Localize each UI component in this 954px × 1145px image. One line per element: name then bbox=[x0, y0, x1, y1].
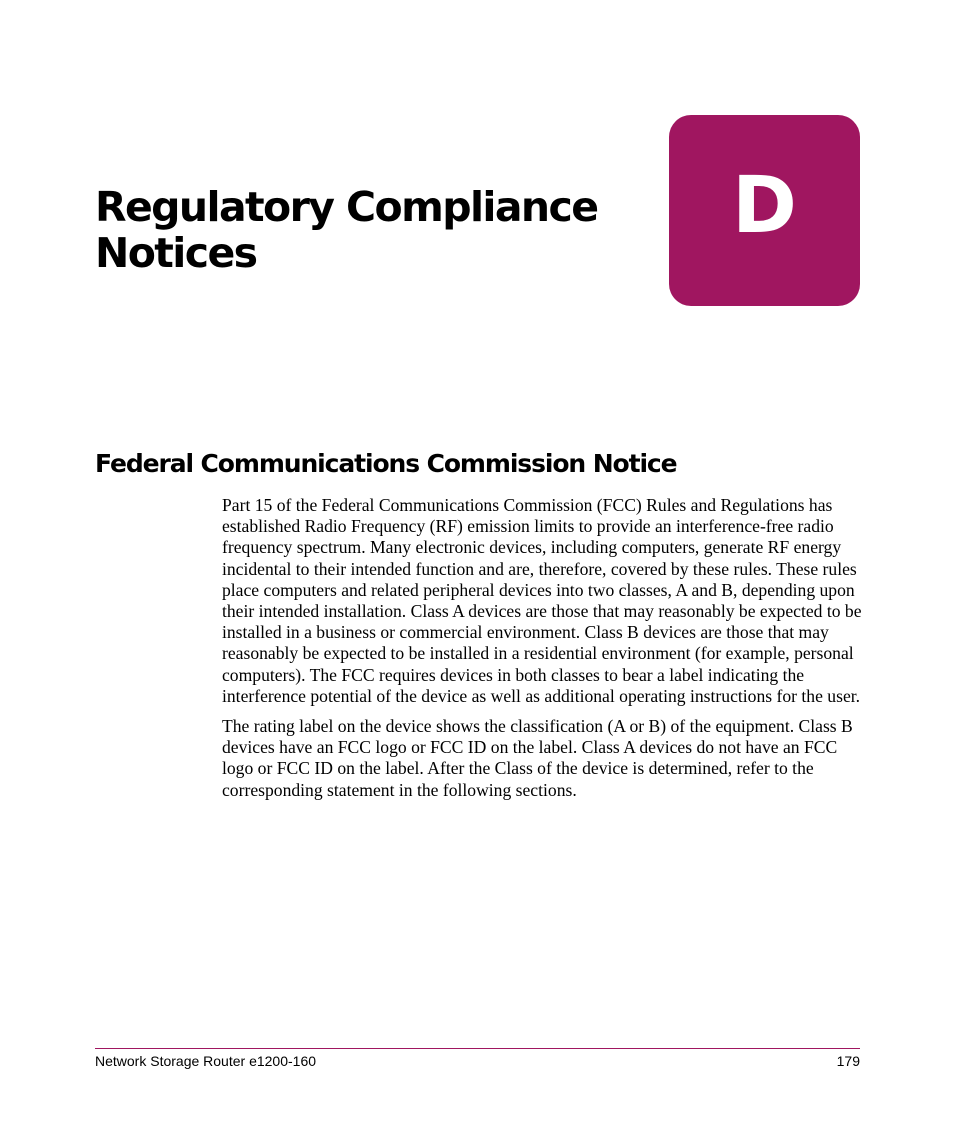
chapter-title-line-2: Notices bbox=[95, 229, 257, 277]
chapter-title-line-1: Regulatory Compliance bbox=[95, 183, 598, 231]
section-body bbox=[222, 495, 862, 810]
chapter-tab bbox=[669, 115, 860, 306]
footer-divider bbox=[95, 1048, 860, 1049]
footer-product-name: Network Storage Router e1200-160 bbox=[95, 1053, 317, 1069]
paragraph: The rating label on the device shows the classification (A or B) of the equipment. Class B devices have an FCC logo or FCC ID on the label. Class A devices do not have an FCC logo or FCC ID on the label. After the Class of the device is determined, refer to the corresponding statement in the following sections. bbox=[222, 716, 853, 800]
page-number: 179 bbox=[836, 1053, 860, 1069]
paragraph: Part 15 of the Federal Communications Commission (FCC) Rules and Regulations has established Radio Frequency (RF) emission limits to provide an interference-free radio frequency spectrum. Many electronic devices, including computers, generate RF energy incidental to their intended function and are, therefore, covered by these rules. These rules place computers and related peripheral devices into two classes, A and B, depending upon their intended installation. Class A devices are those that may reasonably be expected to be installed in a business or commercial environment. Class B devices are those that may reasonably be expected to be installed in a residential environment (for example, personal computers). The FCC requires devices in both classes to bear a label indicating the interference potential of the device as well as additional operating instructions for the user. bbox=[222, 495, 862, 706]
chapter-letter: D bbox=[732, 160, 797, 251]
section-heading: Federal Communications Commission Notice bbox=[95, 449, 677, 478]
chapter-title bbox=[95, 184, 615, 276]
